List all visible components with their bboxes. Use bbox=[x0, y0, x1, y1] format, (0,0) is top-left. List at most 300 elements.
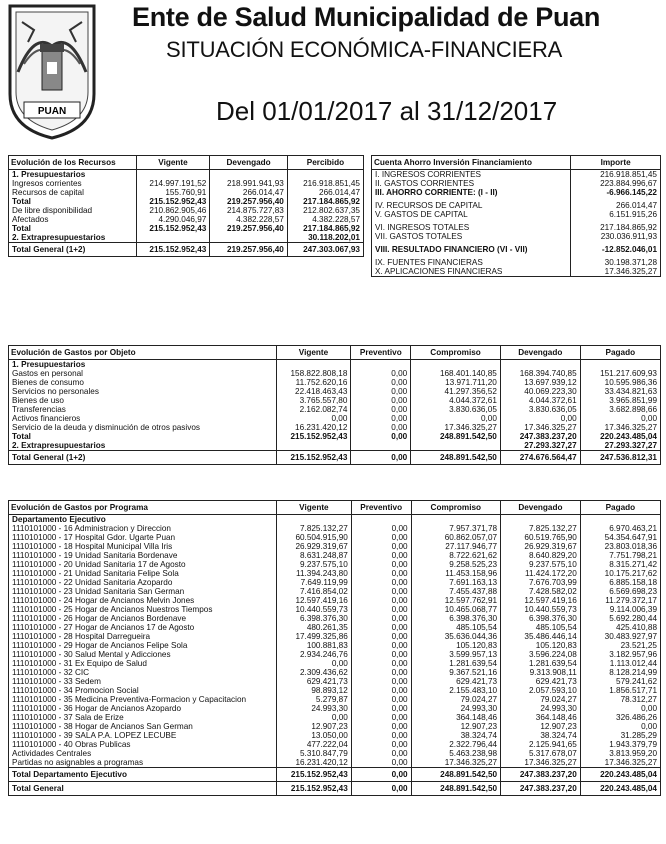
row-value: 5.279,87 bbox=[277, 695, 352, 704]
row-value: 17.346.325,27 bbox=[411, 758, 501, 768]
row-value: 6.398.376,30 bbox=[277, 614, 352, 623]
column-header: Devengado bbox=[500, 346, 580, 360]
row-value: 485.105,54 bbox=[411, 623, 501, 632]
row-value: 7.676.703,99 bbox=[501, 578, 581, 587]
row-value: 17.346.325,27 bbox=[500, 423, 580, 432]
row-value: 0,00 bbox=[351, 768, 411, 782]
row-value: 0,00 bbox=[641, 722, 657, 731]
row-label: 1110101000 - 40 Obras Publicas bbox=[9, 740, 277, 749]
table-row bbox=[9, 396, 660, 405]
row-value: 0,00 bbox=[641, 414, 657, 423]
row-value: 3.813.959,20 bbox=[609, 749, 657, 758]
row-value: 60.519.765,90 bbox=[501, 533, 581, 542]
row-value: 3.830.636,05 bbox=[411, 405, 501, 414]
row-value: 30.483.927,97 bbox=[604, 632, 657, 641]
table-row bbox=[9, 369, 660, 378]
row-value: 0,00 bbox=[351, 614, 411, 623]
row-value: 98.893,12 bbox=[277, 686, 352, 695]
row-value: 3.765.557,80 bbox=[276, 396, 351, 405]
row-value: 30.198.371,28 bbox=[604, 258, 657, 267]
row-value: 41.297.356,52 bbox=[411, 387, 501, 396]
row-label: Servicios no personales bbox=[9, 387, 276, 396]
row-value: 40.069.223,30 bbox=[500, 387, 580, 396]
row-value: 217.184.865,92 bbox=[303, 224, 360, 233]
total-value: 247.536.812,31 bbox=[580, 451, 660, 465]
row-value: 0,00 bbox=[351, 387, 411, 396]
ahorro-grid bbox=[372, 156, 660, 276]
row-label: 1. Presupuestarios bbox=[9, 360, 276, 370]
ahorro-inversion-table bbox=[371, 155, 661, 277]
row-value: 220.243.485,04 bbox=[600, 432, 657, 441]
row-value: 629.421,73 bbox=[501, 677, 581, 686]
row-value: 23.521,25 bbox=[620, 641, 657, 650]
row-value: 60.504.915,90 bbox=[277, 533, 352, 542]
table-row bbox=[9, 668, 660, 677]
row-value: 7.455.437,88 bbox=[411, 587, 501, 596]
table-row bbox=[9, 524, 660, 533]
row-value: 10.440.559,73 bbox=[277, 605, 352, 614]
row-value: 0,00 bbox=[277, 713, 352, 722]
row-value: 7.825.132,27 bbox=[277, 524, 352, 533]
row-label: Gastos en personal bbox=[9, 369, 276, 378]
row-label: V. GASTOS DE CAPITAL bbox=[372, 210, 571, 219]
row-value: 0,00 bbox=[351, 704, 411, 713]
row-value: 105.120,83 bbox=[501, 641, 581, 650]
row-value: 0,00 bbox=[351, 533, 411, 542]
row-value: 8.128.214,99 bbox=[609, 668, 657, 677]
row-value: 3.830.636,05 bbox=[500, 405, 580, 414]
row-value: 12.597.419,16 bbox=[277, 596, 352, 605]
row-value: 24.993,30 bbox=[411, 704, 501, 713]
table-row bbox=[9, 623, 660, 632]
row-value: 0,00 bbox=[351, 560, 411, 569]
row-label: 2. Extrapresupuestarios bbox=[9, 441, 276, 451]
table-row bbox=[9, 713, 660, 722]
column-header: Devengado bbox=[501, 501, 581, 515]
table-row bbox=[372, 245, 660, 254]
row-value: 2.162.082,74 bbox=[276, 405, 351, 414]
total-value: 247.303.067,93 bbox=[287, 243, 363, 257]
row-value: 0,00 bbox=[351, 659, 411, 668]
report-period: Del 01/01/2017 al 31/12/2017 bbox=[216, 96, 558, 126]
table-row bbox=[9, 758, 660, 768]
row-value: 12.597.762,91 bbox=[411, 596, 501, 605]
column-header: Importe bbox=[571, 156, 660, 170]
row-label: Servicio de la deuda y disminución de otros pasivos bbox=[9, 423, 276, 432]
row-value: 477.222,04 bbox=[277, 740, 352, 749]
table-row bbox=[9, 659, 660, 668]
row-label: VII. GASTOS TOTALES bbox=[372, 232, 571, 241]
row-value: 212.802.637,35 bbox=[303, 206, 360, 215]
row-value: 248.891.542,50 bbox=[411, 768, 501, 782]
column-header: Vigente bbox=[136, 156, 210, 170]
row-value: 9.367.521,16 bbox=[411, 668, 501, 677]
table-row bbox=[9, 596, 660, 605]
table-row bbox=[9, 749, 660, 758]
table-row bbox=[9, 722, 660, 731]
recursos-table bbox=[8, 155, 364, 257]
total-value: 248.891.542,50 bbox=[411, 451, 501, 465]
column-header: Pagado bbox=[580, 501, 660, 515]
row-label: Departamento Ejecutivo bbox=[9, 515, 277, 525]
row-value: 38.324,74 bbox=[411, 731, 501, 740]
table-row bbox=[372, 267, 660, 276]
row-value: 31.285,29 bbox=[620, 731, 657, 740]
total-value: 215.152.952,43 bbox=[277, 782, 352, 796]
table-row bbox=[9, 731, 660, 740]
row-label: 1110101000 - 38 Hogar de Ancianos San German bbox=[9, 722, 277, 731]
row-value: 27.117.946,77 bbox=[411, 542, 501, 551]
row-value: 217.184.865,92 bbox=[303, 197, 360, 206]
total-label: Total General (1+2) bbox=[9, 451, 276, 465]
row-value: 17.346.325,27 bbox=[411, 423, 501, 432]
row-label: Recursos de capital bbox=[9, 188, 136, 197]
row-value: 6.398.376,30 bbox=[411, 614, 501, 623]
row-label: Total Departamento Ejecutivo bbox=[9, 768, 277, 782]
row-value: 0,00 bbox=[500, 414, 580, 423]
table-row bbox=[9, 378, 660, 387]
row-value: 0,00 bbox=[351, 578, 411, 587]
row-value: 216.918.851,45 bbox=[303, 179, 360, 188]
row-value: 10.595.986,36 bbox=[604, 378, 657, 387]
row-label: 1. Presupuestarios bbox=[9, 170, 136, 180]
row-value: 155.760,91 bbox=[136, 188, 210, 197]
row-value: 215.152.952,43 bbox=[276, 432, 351, 441]
row-value: 0,00 bbox=[351, 605, 411, 614]
row-label: Ingresos corrientes bbox=[9, 179, 136, 188]
row-value: 7.751.798,21 bbox=[609, 551, 657, 560]
row-value: 7.825.132,27 bbox=[501, 524, 581, 533]
row-value: 13.050,00 bbox=[277, 731, 352, 740]
row-value: 17.346.325,27 bbox=[604, 758, 657, 767]
row-value: 3.599.957,13 bbox=[411, 650, 501, 659]
row-value: 9.258.525,23 bbox=[411, 560, 501, 569]
row-label: 1110101000 - 29 Hogar de Ancianos Felipe Sola bbox=[9, 641, 277, 650]
row-value: 4.382.228,57 bbox=[210, 215, 288, 224]
row-value: 4.290.046,97 bbox=[136, 215, 210, 224]
row-value: 0,00 bbox=[351, 378, 411, 387]
table-row bbox=[9, 704, 660, 713]
row-value: 364.148,46 bbox=[501, 713, 581, 722]
recursos-grid bbox=[9, 156, 363, 256]
row-label: 2. Extrapresupuestarios bbox=[9, 233, 136, 243]
row-value: 0,00 bbox=[351, 369, 411, 378]
row-label: 1110101000 - 17 Hospital Gdor. Ugarte Puan bbox=[9, 533, 277, 542]
row-value: 0,00 bbox=[351, 677, 411, 686]
total-value: 215.152.952,43 bbox=[276, 451, 351, 465]
row-value bbox=[136, 233, 210, 243]
row-value: 105.120,83 bbox=[411, 641, 501, 650]
row-value: 326.486,26 bbox=[616, 713, 657, 722]
row-label: 1110101000 - 32 CIC bbox=[9, 668, 277, 677]
row-value: 0,00 bbox=[351, 396, 411, 405]
table-row bbox=[9, 206, 363, 215]
column-header: Compromiso bbox=[411, 501, 501, 515]
total-value: 274.676.564,47 bbox=[500, 451, 580, 465]
row-value: 0,00 bbox=[351, 668, 411, 677]
row-value: 5.317.678,07 bbox=[501, 749, 581, 758]
total-row bbox=[9, 243, 363, 257]
row-label: Total bbox=[9, 432, 276, 441]
report-header bbox=[0, 0, 666, 145]
row-value: 13.697.939,12 bbox=[500, 378, 580, 387]
row-value: 0,00 bbox=[351, 740, 411, 749]
row-value: 11.394.243,80 bbox=[277, 569, 352, 578]
table-row bbox=[9, 360, 660, 370]
row-value: 217.184.865,92 bbox=[600, 223, 657, 232]
row-value: 168.401.140,85 bbox=[411, 369, 501, 378]
row-value: 78.312,27 bbox=[620, 695, 657, 704]
row-value: 4.044.372,61 bbox=[500, 396, 580, 405]
total-value: 220.243.485,04 bbox=[580, 782, 660, 796]
row-value: 6.398.376,30 bbox=[501, 614, 581, 623]
row-value: 4.382.228,57 bbox=[312, 215, 360, 224]
total-value: 247.383.237,20 bbox=[501, 782, 581, 796]
row-value: 216.918.851,45 bbox=[600, 170, 657, 179]
row-value: 8.640.829,20 bbox=[501, 551, 581, 560]
total-value: 0,00 bbox=[351, 782, 411, 796]
row-value: 5.463.238,98 bbox=[411, 749, 501, 758]
row-value: 2.155.483,10 bbox=[411, 686, 501, 695]
row-value bbox=[351, 515, 411, 525]
row-label: 1110101000 - 22 Unidad Sanitaria Azopardo bbox=[9, 578, 277, 587]
row-value: 11.424.172,20 bbox=[501, 569, 581, 578]
row-value: 3.965.851,99 bbox=[609, 396, 657, 405]
row-value: 218.991.941,93 bbox=[210, 179, 288, 188]
row-value bbox=[411, 441, 501, 451]
row-value: 0,00 bbox=[351, 713, 411, 722]
row-value: 11.453.158,96 bbox=[411, 569, 501, 578]
row-value: 16.231.420,12 bbox=[277, 758, 352, 768]
row-value: 0,00 bbox=[351, 596, 411, 605]
row-label: 1110101000 - 25 Hogar de Ancianos Nuestros Tiempos bbox=[9, 605, 277, 614]
row-label: 1110101000 - 19 Unidad Sanitaria Bordenave bbox=[9, 551, 277, 560]
row-value bbox=[501, 515, 581, 525]
row-value: 214.875.727,83 bbox=[210, 206, 288, 215]
row-value: 2.322.796,44 bbox=[411, 740, 501, 749]
row-value: 33.434.821,63 bbox=[604, 387, 657, 396]
row-value: 11.752.620,16 bbox=[276, 378, 351, 387]
row-value: 215.152.952,43 bbox=[136, 197, 210, 206]
row-value: 0,00 bbox=[351, 405, 411, 414]
row-value: 6.970.463,21 bbox=[609, 524, 657, 533]
table-row bbox=[9, 650, 660, 659]
table-row bbox=[372, 210, 660, 219]
row-label: 1110101000 - 27 Hogar de Ancianos 17 de Agosto bbox=[9, 623, 277, 632]
row-value: -6.966.145,22 bbox=[606, 188, 657, 197]
row-value: 3.682.898,66 bbox=[609, 405, 657, 414]
row-value: 79.024,27 bbox=[411, 695, 501, 704]
row-label: 1110101000 - 30 Salud Mental y Adicciones bbox=[9, 650, 277, 659]
row-value: 9.237.575,10 bbox=[501, 560, 581, 569]
row-label: 1110101000 - 21 Unidad Sanitaria Felipe Sola bbox=[9, 569, 277, 578]
row-value: 0,00 bbox=[351, 758, 411, 768]
row-value: 12.907,23 bbox=[501, 722, 581, 731]
table-row bbox=[372, 170, 660, 180]
row-value: 11.279.372,17 bbox=[605, 596, 657, 605]
row-value: 4.044.372,61 bbox=[411, 396, 501, 405]
puan-coat-of-arms-icon bbox=[4, 2, 100, 140]
total-value: 0,00 bbox=[351, 451, 411, 465]
row-value: 248.891.542,50 bbox=[411, 432, 501, 441]
row-value: 230.036.911,93 bbox=[600, 232, 657, 241]
row-value: 214.997.191,52 bbox=[136, 179, 210, 188]
row-value: 8.631.248,87 bbox=[277, 551, 352, 560]
row-value: 168.394.740,85 bbox=[500, 369, 580, 378]
column-header: Cuenta Ahorro Inversión Financiamiento bbox=[372, 156, 571, 170]
row-value: 17.499.325,86 bbox=[277, 632, 352, 641]
column-header: Pagado bbox=[580, 346, 660, 360]
table-row bbox=[9, 233, 363, 243]
table-row bbox=[372, 188, 660, 197]
row-value: 480.261,35 bbox=[277, 623, 352, 632]
row-value: 1.856.517,71 bbox=[609, 686, 657, 695]
row-label: Bienes de consumo bbox=[9, 378, 276, 387]
row-label: 1110101000 - 36 Hogar de Ancianos Azopardo bbox=[9, 704, 277, 713]
column-header: Preventivo bbox=[351, 501, 411, 515]
row-value: 0,00 bbox=[351, 423, 411, 432]
row-value: 10.440.559,73 bbox=[501, 605, 581, 614]
column-header: Devengado bbox=[210, 156, 288, 170]
row-value: 1.943.379,79 bbox=[609, 740, 657, 749]
row-label: 1110101000 - 26 Hogar de Ancianos Bordenave bbox=[9, 614, 277, 623]
row-value: -12.852.046,01 bbox=[601, 245, 657, 254]
row-value: 0,00 bbox=[351, 587, 411, 596]
row-label: 1110101000 - 28 Hospital Darregueira bbox=[9, 632, 277, 641]
row-label: 1110101000 - 23 Unidad Sanitaria San German bbox=[9, 587, 277, 596]
row-value: 220.243.485,04 bbox=[580, 768, 660, 782]
row-value: 3.182.957,96 bbox=[609, 650, 657, 659]
row-value: 425.410,88 bbox=[616, 623, 657, 632]
total-label: Total General bbox=[9, 782, 277, 796]
column-header: Vigente bbox=[276, 346, 351, 360]
row-value: 79.024,27 bbox=[501, 695, 581, 704]
row-label: 1110101000 - 31 Ex Equipo de Salud bbox=[9, 659, 277, 668]
total-value: 215.152.952,43 bbox=[136, 243, 210, 257]
row-value: 1.113.012,44 bbox=[609, 659, 657, 668]
row-value: 0,00 bbox=[351, 432, 411, 441]
row-label: 1110101000 - 20 Unidad Sanitaria 17 de Agosto bbox=[9, 560, 277, 569]
page-title: Ente de Salud Municipalidad de Puan bbox=[132, 2, 601, 32]
row-value: 9.237.575,10 bbox=[277, 560, 352, 569]
row-value: 210.862.905,46 bbox=[136, 206, 210, 215]
table-row bbox=[9, 551, 660, 560]
table-row bbox=[9, 641, 660, 650]
row-value: 5.310.847,79 bbox=[277, 749, 352, 758]
table-row bbox=[9, 578, 660, 587]
table-row bbox=[9, 215, 363, 224]
row-label: VI. INGRESOS TOTALES bbox=[372, 223, 571, 232]
row-value bbox=[411, 360, 501, 370]
row-label: 1110101000 - 24 Hogar de Ancianos Melvin Jones bbox=[9, 596, 277, 605]
table-row bbox=[9, 405, 660, 414]
row-value: 219.257.956,40 bbox=[210, 197, 288, 206]
row-value: 0,00 bbox=[351, 695, 411, 704]
row-value: 8.722.621,62 bbox=[411, 551, 501, 560]
row-label: De libre disponibilidad bbox=[9, 206, 136, 215]
row-value: 0,00 bbox=[277, 659, 352, 668]
table-row bbox=[9, 569, 660, 578]
row-value bbox=[351, 441, 411, 451]
row-value: 0,00 bbox=[351, 569, 411, 578]
row-value: 158.822.808,18 bbox=[276, 369, 351, 378]
row-value: 1.281.639,54 bbox=[501, 659, 581, 668]
row-value: 0,00 bbox=[351, 641, 411, 650]
table-row bbox=[9, 533, 660, 542]
row-value bbox=[351, 360, 411, 370]
row-value: 0,00 bbox=[351, 632, 411, 641]
row-label: VIII. RESULTADO FINANCIERO (VI - VII) bbox=[372, 245, 571, 254]
row-label: 1110101000 - 33 Sedem bbox=[9, 677, 277, 686]
row-value: 8.315.271,42 bbox=[609, 560, 657, 569]
row-value: 151.217.609,93 bbox=[600, 369, 657, 378]
row-value: 7.416.854,02 bbox=[277, 587, 352, 596]
row-value: 215.152.952,43 bbox=[136, 224, 210, 233]
row-label: Activos financieros bbox=[9, 414, 276, 423]
row-value bbox=[411, 515, 501, 525]
column-header: Preventivo bbox=[351, 346, 411, 360]
row-value: 3.596.224,08 bbox=[501, 650, 581, 659]
row-value: 266.014,47 bbox=[616, 201, 657, 210]
row-value: 16.231.420,12 bbox=[276, 423, 351, 432]
row-label: Actividades Centrales bbox=[9, 749, 277, 758]
row-value: 13.971.711,20 bbox=[411, 378, 501, 387]
row-value: 0,00 bbox=[351, 731, 411, 740]
row-value bbox=[276, 441, 351, 451]
row-value: 12.907,23 bbox=[411, 722, 501, 731]
row-value: 30.118.202,01 bbox=[308, 233, 360, 242]
table-row bbox=[372, 201, 660, 210]
row-label: 1110101000 - 35 Medicina Preventiva-Formacion y Capacitacion bbox=[9, 695, 277, 704]
row-value: 364.148,46 bbox=[411, 713, 501, 722]
row-value: 0,00 bbox=[351, 524, 411, 533]
objeto-grid bbox=[9, 346, 660, 464]
row-label: 1110101000 - 16 Administracion y Direccion bbox=[9, 524, 277, 533]
row-value: 17.346.325,27 bbox=[604, 423, 657, 432]
row-label: IX. FUENTES FINANCIERAS bbox=[372, 258, 571, 267]
column-header: Percibido bbox=[287, 156, 363, 170]
row-value: 0,00 bbox=[351, 749, 411, 758]
column-header: Vigente bbox=[277, 501, 352, 515]
column-header: Evolución de Gastos por Objeto bbox=[9, 346, 276, 360]
row-label: X. APLICACIONES FINANCIERAS bbox=[372, 267, 571, 276]
row-label: 1110101000 - 37 Sala de Erize bbox=[9, 713, 277, 722]
row-value: 5.692.280,44 bbox=[609, 614, 657, 623]
table-row bbox=[9, 387, 660, 396]
row-value: 7.428.582,02 bbox=[501, 587, 581, 596]
table-row bbox=[9, 614, 660, 623]
table-row bbox=[9, 188, 363, 197]
row-value: 26.929.319,67 bbox=[501, 542, 581, 551]
row-value: 7.957.371,78 bbox=[411, 524, 501, 533]
total-value: 248.891.542,50 bbox=[411, 782, 501, 796]
row-value: 24.993,30 bbox=[501, 704, 581, 713]
table-row bbox=[9, 224, 363, 233]
row-value: 12.597.419,16 bbox=[501, 596, 581, 605]
row-value bbox=[277, 515, 352, 525]
table-row bbox=[9, 632, 660, 641]
row-label: III. AHORRO CORRIENTE: (I - II) bbox=[372, 188, 571, 197]
row-value bbox=[210, 170, 288, 180]
row-value: 10.465.068,77 bbox=[411, 605, 501, 614]
row-value: 27.293.327,27 bbox=[604, 441, 657, 450]
row-value: 6.151.915,26 bbox=[609, 210, 657, 219]
table-row bbox=[9, 587, 660, 596]
row-value: 38.324,74 bbox=[501, 731, 581, 740]
table-row bbox=[9, 740, 660, 749]
row-label: 1110101000 - 18 Hospital Municipal Villa Iris bbox=[9, 542, 277, 551]
row-value: 0,00 bbox=[351, 542, 411, 551]
